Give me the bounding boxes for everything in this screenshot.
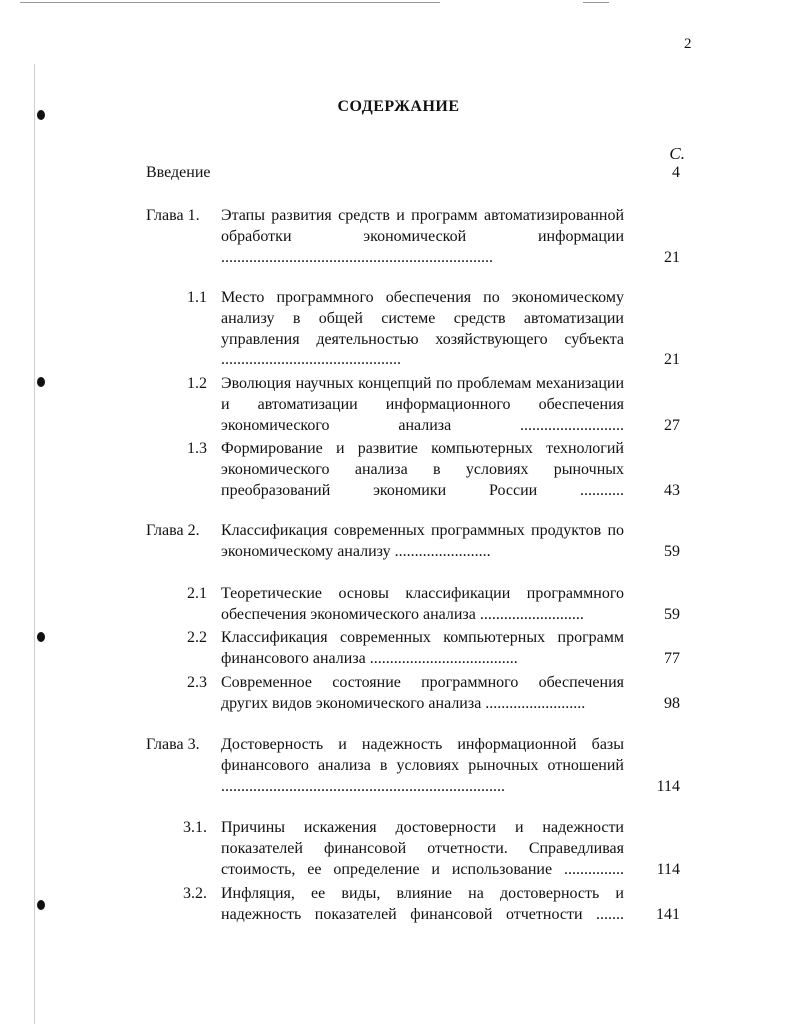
toc-entry-label: 2.1 xyxy=(187,585,207,602)
toc-entry-text: Место программного обеспечения по экономическому анализу в общей системе средств автоматизации управления деятельностью хозяйствующего субъекта ............................................. xyxy=(221,289,624,369)
toc-entry-page: 59 xyxy=(664,542,680,560)
toc-entry-label: Глава 1. xyxy=(146,207,200,224)
page-number: 2 xyxy=(684,36,692,52)
toc-entry-text: Достоверность и надежность информационной базы финансового анализа в условиях рыночных отношений ....................................................................... xyxy=(221,736,624,795)
toc-entry-label: 2.3 xyxy=(187,674,207,691)
toc-entry-label: 1.3 xyxy=(187,440,207,457)
scan-artifact-top-line-right xyxy=(583,2,609,3)
scan-artifact-left-margin-line xyxy=(34,64,35,1024)
toc-entry-text: Эволюция научных концепций по проблемам механизации и автоматизации информационного обеспечения экономического анализа .......................... xyxy=(221,375,624,434)
scan-artifact-top-line xyxy=(20,2,440,3)
toc-entry-page: 59 xyxy=(664,605,680,623)
toc-entry-label: 2.2 xyxy=(187,629,207,646)
toc-entry-text: Введение xyxy=(146,164,211,181)
toc-entry-text: Формирование и развитие компьютерных технологий экономического анализа в условиях рыночных преобразований экономики России ........... xyxy=(221,440,624,499)
toc-entry-label: 3.1. xyxy=(183,819,207,836)
toc-entry-page: 114 xyxy=(656,860,680,878)
toc-entry-page: 4 xyxy=(672,164,680,181)
page-title: СОДЕРЖАНИЕ xyxy=(337,98,460,115)
toc-entry-text: Современное состояние программного обеспечения других видов экономического анализа ......................... xyxy=(221,674,624,712)
toc-entry-page: 21 xyxy=(664,248,680,266)
toc-entry-label: 1.1 xyxy=(187,289,207,306)
toc-entry-text: Причины искажения достоверности и надежности показателей финансовой отчетности. Справедливая стоимость, ее определение и использование ............... xyxy=(221,819,624,878)
toc-entry-page: 98 xyxy=(664,694,680,712)
binder-hole-mark-3 xyxy=(37,632,45,642)
toc-entry-page: 114 xyxy=(656,777,680,795)
toc-entry-page: 27 xyxy=(664,416,680,434)
toc-entry-label: 1.2 xyxy=(187,375,207,392)
toc-entry-label: 3.2. xyxy=(183,885,207,902)
toc-entry-page: 77 xyxy=(664,649,680,667)
page-column-header: С. xyxy=(669,144,685,163)
toc-entry-label: Глава 3. xyxy=(146,736,200,753)
toc-entry-page: 21 xyxy=(664,351,680,369)
toc-entry-text: Инфляция, ее виды, влияние на достоверность и надежность показателей финансовой отчетности ....... xyxy=(221,885,624,923)
binder-hole-mark-2 xyxy=(37,377,45,387)
toc-entry-text: Теоретические основы классификации программного обеспечения экономического анализа .......................... xyxy=(221,585,624,623)
binder-hole-mark-4 xyxy=(37,900,45,910)
toc-entry-text: Классификация современных программных продуктов по экономическому анализу ........................ xyxy=(221,522,624,560)
toc-entry-label: Глава 2. xyxy=(146,522,200,539)
toc-entry-page: 43 xyxy=(664,481,680,499)
toc-entry-text: Этапы развития средств и программ автоматизированной обработки экономической информации .................................................................... xyxy=(221,207,624,266)
toc-entry-text: Классификация современных компьютерных программ финансового анализа ..................................... xyxy=(221,629,624,667)
toc-entry-page: 141 xyxy=(656,905,680,923)
